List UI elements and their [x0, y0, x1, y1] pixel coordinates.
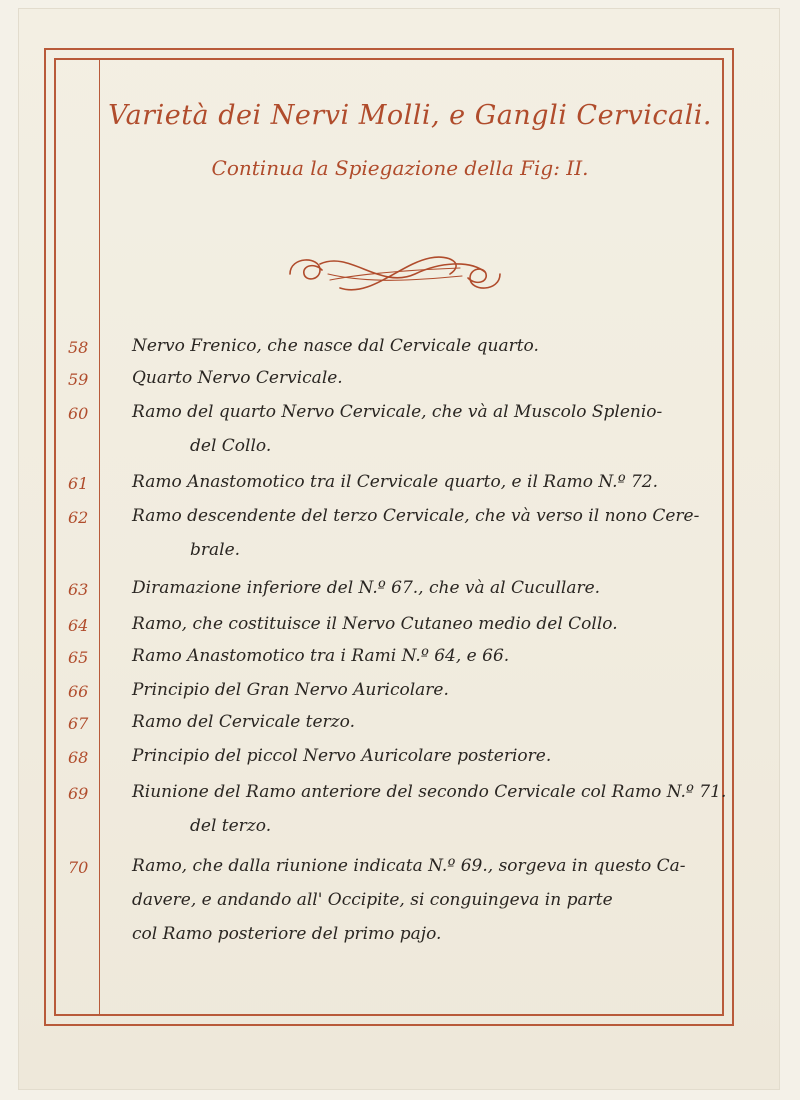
entry-number: 64 [68, 616, 89, 635]
entry-number: 61 [68, 474, 89, 493]
entry-text-continuation: davere, e andando all' Occipite, si conguingeva in parte [132, 890, 613, 910]
entry-text: Nervo Frenico, che nasce dal Cervicale quarto. [132, 336, 539, 356]
entry-text: Principio del Gran Nervo Auricolare. [132, 680, 449, 700]
entry-number: 60 [68, 404, 89, 423]
entry-text: Diramazione inferiore del N.º 67., che và al Cucullare. [132, 578, 601, 598]
entry-number: 67 [68, 714, 89, 733]
entry-number: 58 [68, 338, 89, 357]
entry-text-continuation: brale. [190, 540, 241, 560]
page-title: Varietà dei Nervi Molli, e Gangli Cervicali. [108, 100, 712, 131]
entry-text-continuation: del Collo. [190, 436, 272, 456]
entry-text: Riunione del Ramo anteriore del secondo Cervicale col Ramo N.º 71. [132, 782, 727, 802]
entry-number: 62 [68, 508, 89, 527]
entry-text: Ramo del quarto Nervo Cervicale, che và al Muscolo Splenio- [132, 402, 663, 422]
entry-number: 59 [68, 370, 89, 389]
entry-text-continuation: del terzo. [190, 816, 272, 836]
page-subtitle: Continua la Spiegazione della Fig: II. [211, 156, 589, 180]
entry-number: 69 [68, 784, 89, 803]
entry-text: Ramo, che costituisce il Nervo Cutaneo medio del Collo. [132, 614, 618, 634]
entry-text: Principio del piccol Nervo Auricolare posteriore. [132, 746, 552, 766]
entry-number: 65 [68, 648, 89, 667]
flourish-ornament [280, 244, 510, 304]
entry-text-continuation: col Ramo posteriore del primo pajo. [132, 924, 442, 944]
entry-number: 63 [68, 580, 89, 599]
entry-number: 66 [68, 682, 89, 701]
entry-number: 68 [68, 748, 89, 767]
entry-text: Ramo del Cervicale terzo. [132, 712, 355, 732]
entry-text: Ramo descendente del terzo Cervicale, che và verso il nono Cere- [132, 506, 700, 526]
entry-text: Quarto Nervo Cervicale. [132, 368, 343, 388]
margin-rule [99, 58, 101, 1016]
entry-text: Ramo Anastomotico tra i Rami N.º 64, e 66. [132, 646, 510, 666]
entry-text: Ramo Anastomotico tra il Cervicale quarto, e il Ramo N.º 72. [132, 472, 659, 492]
entry-number: 70 [68, 858, 89, 877]
entry-text: Ramo, che dalla riunione indicata N.º 69., sorgeva in questo Ca- [132, 856, 686, 876]
